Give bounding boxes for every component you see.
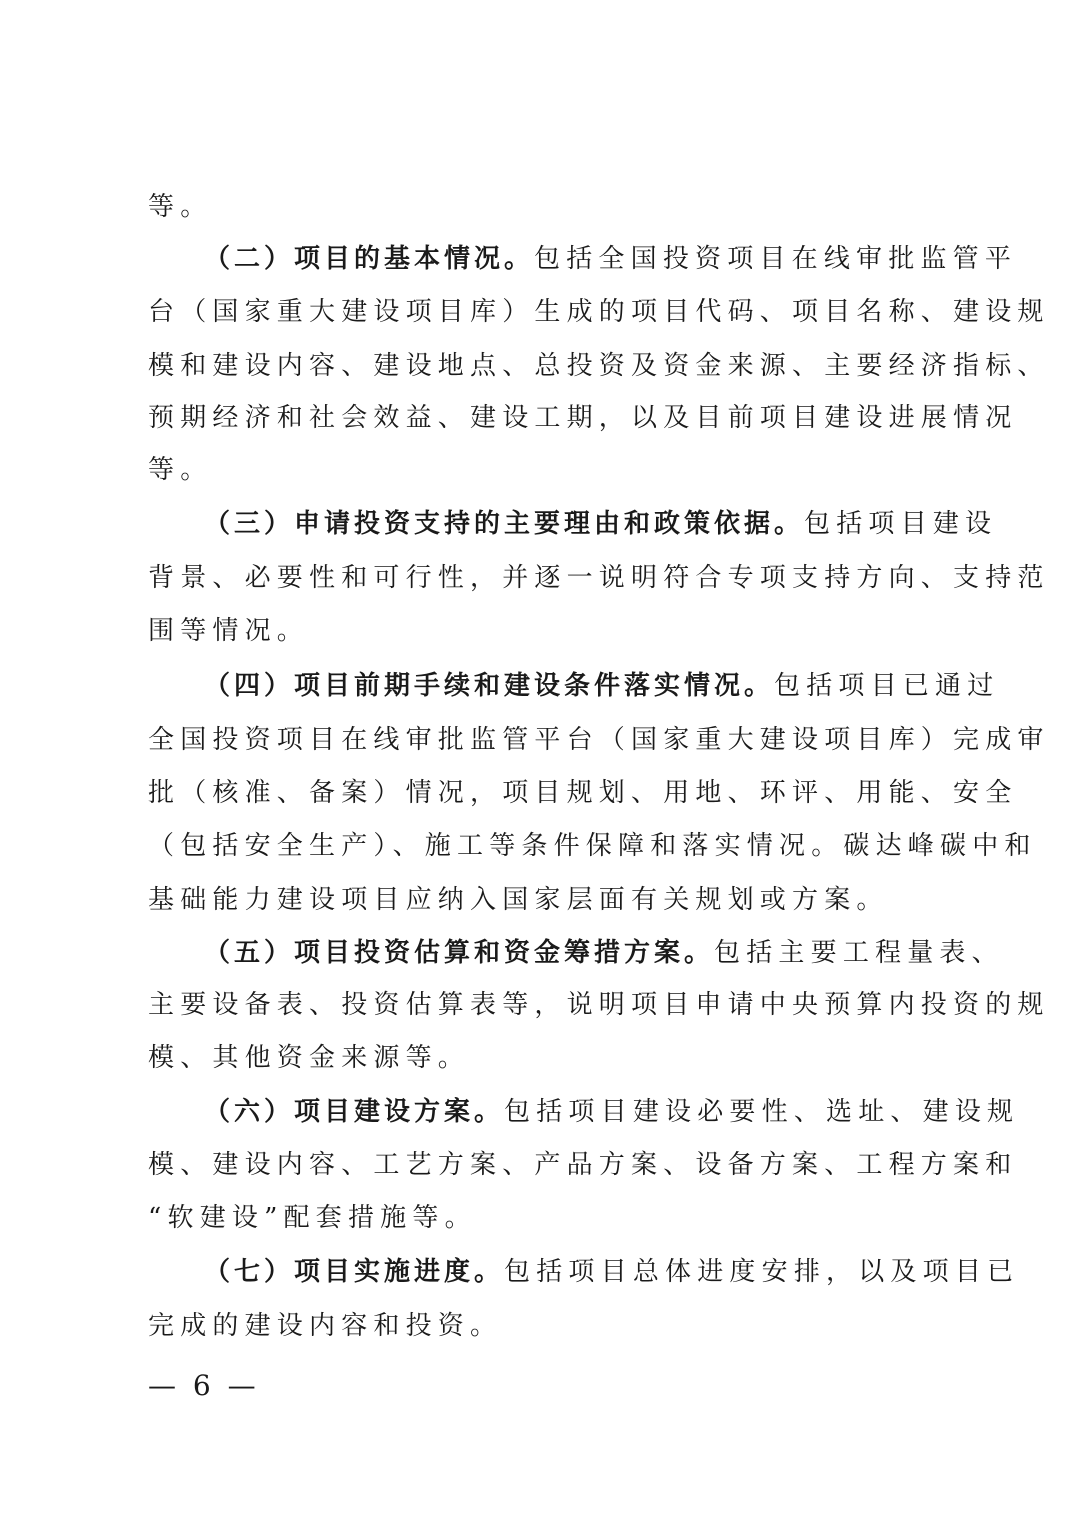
body-text: 包括主要工程量表、 — [714, 938, 1004, 968]
section-heading-6: （六）项目建设方案。 — [204, 1097, 505, 1127]
body-text: 包括项目已通过 — [774, 671, 1000, 701]
text-line — [148, 292, 1050, 332]
body-text: 批（核准、备案）情况，项目规划、用地、环评、用能、安全 — [148, 778, 1018, 808]
text-line — [148, 1038, 938, 1078]
text-line — [148, 880, 938, 920]
body-text: “软建设”配套措施等。 — [148, 1203, 477, 1233]
text-line — [148, 1145, 1018, 1185]
text-line — [148, 187, 938, 227]
page-number: — 6 — — [148, 1369, 260, 1402]
section-heading-5: （五）项目投资估算和资金筹措方案。 — [204, 938, 715, 968]
body-text: 台（国家重大建设项目库）生成的项目代码、项目名称、建设规 — [148, 297, 1050, 327]
body-text: 主要设备表、投资估算表等，说明项目申请中央预算内投资的规 — [148, 990, 1050, 1020]
section-heading-line — [204, 933, 1004, 973]
body-text: 等。 — [148, 192, 213, 222]
section-heading-4: （四）项目前期手续和建设条件落实情况。 — [204, 671, 775, 701]
section-heading-3: （三）申请投资支持的主要理由和政策依据。 — [204, 509, 805, 539]
body-text: 包括全国投资项目在线审批监管平 — [534, 244, 1018, 274]
section-heading-line — [204, 239, 1018, 279]
body-text: 背景、必要性和可行性，并逐一说明符合专项支持方向、支持范 — [148, 563, 1050, 593]
section-heading-line — [204, 1252, 1020, 1292]
text-line — [148, 398, 1018, 438]
text-line — [148, 611, 938, 651]
text-line — [148, 1198, 938, 1238]
body-text: （包括安全生产）、施工等条件保障和落实情况。碳达峰碳中和 — [148, 831, 1037, 861]
text-line — [148, 773, 1018, 813]
text-line — [148, 346, 1050, 386]
body-text: 预期经济和社会效益、建设工期，以及目前项目建设进展情况 — [148, 403, 1018, 433]
text-line — [148, 450, 938, 490]
body-text: 包括项目建设 — [804, 509, 998, 539]
section-heading-line — [204, 666, 1000, 706]
body-text: 模、其他资金来源等。 — [148, 1043, 471, 1073]
body-text: 包括项目总体进度安排，以及项目已 — [504, 1257, 1020, 1287]
body-text: 完成的建设内容和投资。 — [148, 1311, 503, 1341]
section-heading-line — [204, 504, 998, 544]
text-line — [148, 985, 1050, 1025]
section-heading-7: （七）项目实施进度。 — [204, 1257, 505, 1287]
text-line — [148, 826, 1037, 866]
body-text: 模、建设内容、工艺方案、产品方案、设备方案、工程方案和 — [148, 1150, 1018, 1180]
body-text: 等。 — [148, 455, 213, 485]
body-text: 围等情况。 — [148, 616, 310, 646]
body-text: 全国投资项目在线审批监管平台（国家重大建设项目库）完成审 — [148, 725, 1050, 755]
section-heading-line — [204, 1092, 1020, 1132]
text-line — [148, 1306, 938, 1346]
body-text: 基础能力建设项目应纳入国家层面有关规划或方案。 — [148, 885, 889, 915]
section-heading-2: （二）项目的基本情况。 — [204, 244, 535, 274]
text-line — [148, 720, 1050, 760]
body-text: 包括项目建设必要性、选址、建设规 — [504, 1097, 1020, 1127]
body-text: 模和建设内容、建设地点、总投资及资金来源、主要经济指标、 — [148, 351, 1050, 381]
text-line — [148, 558, 1050, 598]
